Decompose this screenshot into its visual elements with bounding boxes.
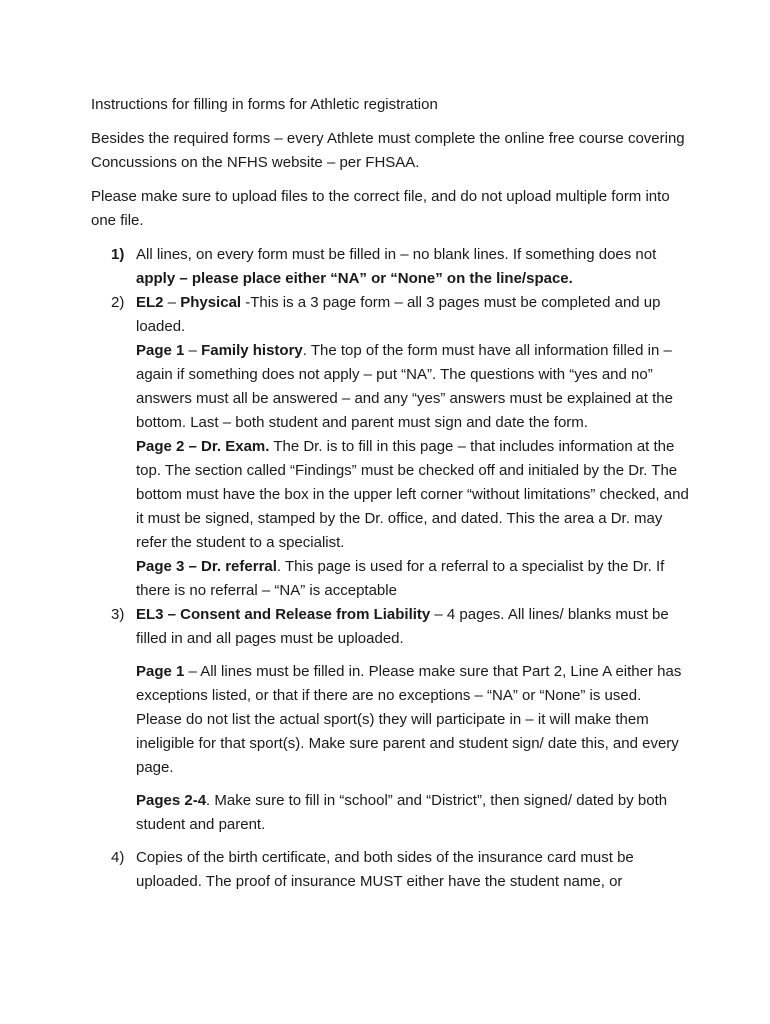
subsection-page-2 [136, 435, 691, 555]
dash: – [184, 342, 202, 359]
subsection-heading: Page 2 – Dr. Exam. [136, 438, 270, 455]
item-text: – 4 pages. All lines/ blanks must be filled in and all pages must be uploaded. [136, 606, 669, 647]
list-number: 1) [111, 246, 125, 263]
form-name: Physical [180, 294, 242, 311]
list-item-2 [91, 291, 691, 603]
dash: – [163, 294, 181, 311]
subsection-heading: Page 3 – Dr. referral [136, 558, 277, 575]
subsection-page-1 [136, 339, 691, 435]
item-text: All lines, on every form must be filled in – no blank lines. If something does not [136, 246, 657, 263]
form-heading: EL3 – Consent and Release from Liability [136, 606, 431, 623]
list-item-4 [91, 846, 691, 894]
subsection-heading: Page 1 [136, 663, 185, 680]
subsection-text: . This page is used for a referral to a specialist by the Dr. If there is no referral – “NA” is acceptable [136, 558, 665, 599]
subsection-text: The Dr. is to fill in this page – that includes information at the top. The section called “Findings” must be checked off and initialed by the Dr. The bottom must have the box in the upper left corner “without limitations” checked, and it must be signed, stamped by the Dr. office, and dated. This the area a Dr. may refer the student to a specialist. [136, 438, 689, 551]
list-item-3 [91, 603, 691, 837]
item-text: Copies of the birth certificate, and both sides of the insurance card must be uploaded. The proof of insurance MUST either have the student name, or [136, 849, 634, 890]
subsection-page-1 [136, 660, 691, 780]
subsection-heading: Page 1 [136, 342, 185, 359]
subsection-page-3 [136, 555, 691, 603]
document-title: Instructions for filling in forms for Athletic registration [91, 96, 438, 113]
subsection-text: – All lines must be filled in. Please make sure that Part 2, Line A either has exceptions listed, or that if there are no exceptions – “NA” or “None” is used. Please do not list the actual sport(s) they will participate in – it will make them ineligible for that sport(s). Make sure parent and student sign/ date this, and every page. [136, 663, 682, 776]
upload-note-paragraph: Please make sure to upload files to the correct file, and do not upload multiple form into one file. [91, 188, 670, 229]
subsection-text: . The top of the form must have all information filled in – again if something does not apply – put “NA”. The questions with “yes and no” answers must all be answered – and any “yes” answers must be explained at the bottom. Last – both student and parent must sign and date the form. [136, 342, 673, 431]
subsection-pages-2-4 [136, 789, 691, 837]
list-item-1 [91, 243, 691, 291]
intro-paragraph: Besides the required forms – every Athlete must complete the online free course covering Concussions on the NFHS website – per FHSAA. [91, 130, 685, 171]
subsection-heading: Pages 2-4 [136, 792, 207, 809]
subsection-heading: Family history [201, 342, 303, 359]
subsection-text: . Make sure to fill in “school” and “District”, then signed/ dated by both student and parent. [136, 792, 668, 833]
list-number: 4) [111, 849, 125, 866]
list-number: 3) [111, 606, 125, 623]
list-number: 2) [111, 294, 125, 311]
item-emphasis: apply – please place either “NA” or “None” on the line/space. [136, 270, 573, 287]
item-text: -This is a 3 page form – all 3 pages must be completed and up loaded. [136, 294, 661, 335]
form-code: EL2 [136, 294, 164, 311]
document-body [91, 93, 691, 894]
